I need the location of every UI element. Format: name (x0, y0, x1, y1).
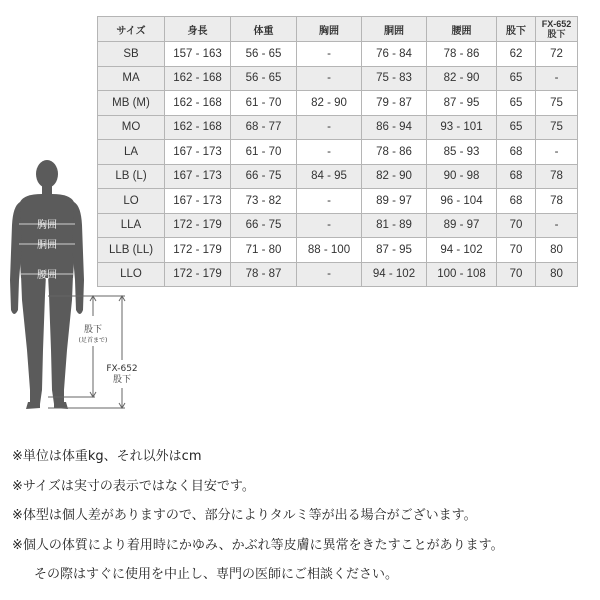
table-cell: 76 - 84 (362, 42, 427, 67)
table-cell: 70 (497, 213, 536, 238)
header-weight: 体重 (231, 17, 297, 42)
note-size-guide: ※サイズは実寸の表示ではなく目安です。 (12, 478, 255, 494)
table-cell: 93 - 101 (427, 115, 497, 140)
size-cell: LLA (98, 213, 165, 238)
table-cell: 75 (536, 91, 578, 116)
table-cell: - (297, 115, 362, 140)
waist-label: 胴囲 (37, 240, 57, 251)
size-cell: LB (L) (98, 164, 165, 189)
table-cell: 80 (536, 238, 578, 263)
table-cell: - (297, 42, 362, 67)
table-cell: 86 - 94 (362, 115, 427, 140)
table-row (98, 42, 578, 67)
table-cell: 68 - 77 (231, 115, 297, 140)
table-cell: - (297, 140, 362, 165)
table-cell: 172 - 179 (165, 238, 231, 263)
table-header-row (98, 17, 578, 42)
table-cell: 94 - 102 (427, 238, 497, 263)
table-cell: 80 (536, 262, 578, 287)
header-height: 身長 (165, 17, 231, 42)
table-cell: 87 - 95 (362, 238, 427, 263)
table-cell: 82 - 90 (297, 91, 362, 116)
table-cell: 85 - 93 (427, 140, 497, 165)
inseam-label: 股下 (83, 325, 103, 335)
table-cell: 87 - 95 (427, 91, 497, 116)
table-cell: 167 - 173 (165, 140, 231, 165)
table-cell: 68 (497, 140, 536, 165)
note-skin-caution: ※個人の体質により着用時にかゆみ、かぶれ等皮膚に異常をきたすことがあります。 (12, 537, 504, 553)
header-fx652-inseam: FX-652 股下 (536, 17, 578, 42)
size-cell: LA (98, 140, 165, 165)
table-cell: 56 - 65 (231, 66, 297, 91)
table-cell: 66 - 75 (231, 164, 297, 189)
table-cell: 167 - 173 (165, 164, 231, 189)
table-cell: - (536, 140, 578, 165)
note-stop-use: その際はすぐに使用を中止し、専門の医師にご相談ください。 (34, 567, 399, 582)
table-row (98, 164, 578, 189)
fx652-inseam-label: 股下 (112, 375, 132, 385)
table-cell: 96 - 104 (427, 189, 497, 214)
table-cell: 62 (497, 42, 536, 67)
size-cell: LO (98, 189, 165, 214)
table-cell: 81 - 89 (362, 213, 427, 238)
table-cell: 68 (497, 189, 536, 214)
table-cell: - (297, 66, 362, 91)
header-waist: 胴囲 (362, 17, 427, 42)
table-row (98, 238, 578, 263)
header-size: サイズ (98, 17, 165, 42)
human-silhouette-icon (10, 160, 84, 409)
size-cell: LLB (LL) (98, 238, 165, 263)
table-cell: 66 - 75 (231, 213, 297, 238)
header-inseam: 股下 (497, 17, 536, 42)
table-cell: 78 - 86 (427, 42, 497, 67)
size-cell: LLO (98, 262, 165, 287)
table-cell: 172 - 179 (165, 213, 231, 238)
table-row (98, 262, 578, 287)
table-cell: - (297, 213, 362, 238)
table-cell: 89 - 97 (427, 213, 497, 238)
table-cell: 75 - 83 (362, 66, 427, 91)
table-cell: 68 (497, 164, 536, 189)
table-cell: 70 (497, 262, 536, 287)
inseam-sub-label: (足首まで) (78, 337, 108, 344)
table-cell: 71 - 80 (231, 238, 297, 263)
table-cell: 78 - 87 (231, 262, 297, 287)
table-cell: 65 (497, 115, 536, 140)
size-cell: MA (98, 66, 165, 91)
table-cell: 167 - 173 (165, 189, 231, 214)
table-cell: 172 - 179 (165, 262, 231, 287)
table-cell: 79 - 87 (362, 91, 427, 116)
size-cell: MO (98, 115, 165, 140)
table-cell: - (297, 262, 362, 287)
table-cell: 82 - 90 (427, 66, 497, 91)
table-row (98, 189, 578, 214)
table-cell: 61 - 70 (231, 140, 297, 165)
table-cell: 94 - 102 (362, 262, 427, 287)
table-cell: 162 - 168 (165, 66, 231, 91)
body-figure (0, 150, 160, 420)
table-cell: 82 - 90 (362, 164, 427, 189)
table-cell: 56 - 65 (231, 42, 297, 67)
chest-label: 胸囲 (37, 220, 57, 231)
table-cell: 75 (536, 115, 578, 140)
table-cell: 78 (536, 164, 578, 189)
note-unit: ※単位は体重kg、それ以外はcm (12, 449, 202, 464)
size-table (97, 16, 578, 287)
table-row (98, 66, 578, 91)
table-row (98, 91, 578, 116)
fx652-label: FX-652 (106, 364, 138, 374)
table-cell: 70 (497, 238, 536, 263)
table-cell: 162 - 168 (165, 115, 231, 140)
table-cell: 162 - 168 (165, 91, 231, 116)
table-cell: 65 (497, 91, 536, 116)
table-cell: 89 - 97 (362, 189, 427, 214)
table-cell: 78 (536, 189, 578, 214)
table-cell: 84 - 95 (297, 164, 362, 189)
size-cell: SB (98, 42, 165, 67)
table-cell: 61 - 70 (231, 91, 297, 116)
table-cell: 65 (497, 66, 536, 91)
size-cell: MB (M) (98, 91, 165, 116)
notes (12, 442, 597, 590)
table-row (98, 140, 578, 165)
table-cell: 73 - 82 (231, 189, 297, 214)
table-row (98, 213, 578, 238)
note-body-type: ※体型は個人差がありますので、部分によりタルミ等が出る場合がございます。 (12, 508, 477, 523)
table-cell: 100 - 108 (427, 262, 497, 287)
table-cell: 90 - 98 (427, 164, 497, 189)
table-cell: 88 - 100 (297, 238, 362, 263)
table-cell: - (536, 213, 578, 238)
table-cell: 78 - 86 (362, 140, 427, 165)
header-hip: 腰囲 (427, 17, 497, 42)
table-cell: 72 (536, 42, 578, 67)
hip-label: 腰囲 (37, 270, 57, 281)
table-row (98, 115, 578, 140)
table-cell: - (536, 66, 578, 91)
table-cell: 157 - 163 (165, 42, 231, 67)
header-chest: 胸囲 (297, 17, 362, 42)
table-cell: - (297, 189, 362, 214)
table-body (98, 42, 578, 287)
